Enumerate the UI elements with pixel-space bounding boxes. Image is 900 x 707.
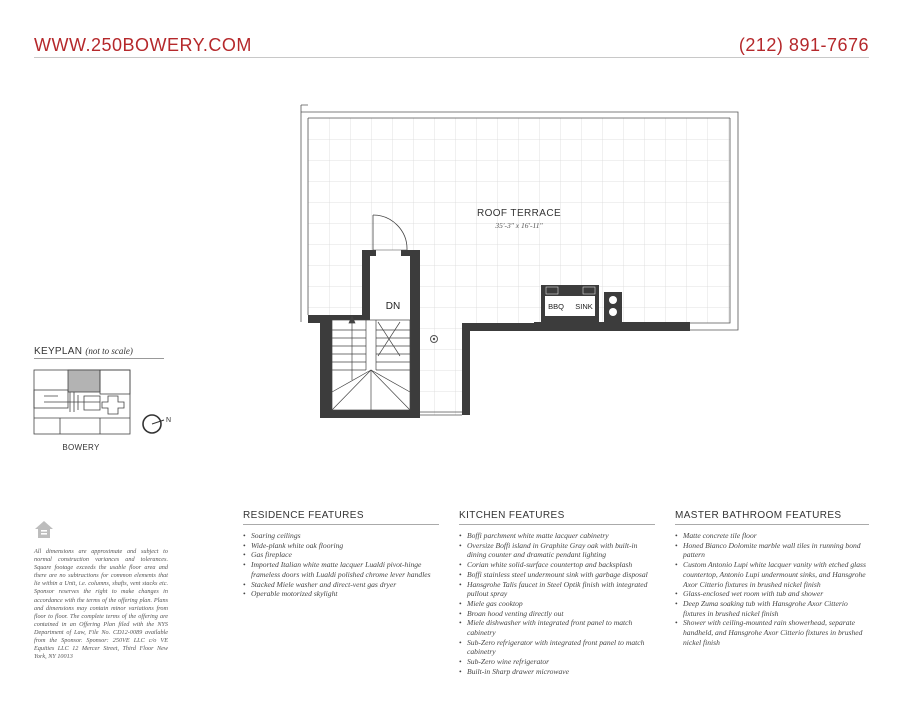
list-item: • Shower with ceiling-mounted rain showerhead, separate handheld, and Hansgrohe Axor Citterio fixtures in brushed nickel finish — [675, 618, 869, 647]
list-item: • Built-in Sharp drawer microwave — [459, 667, 655, 677]
list-item: • Oversize Boffi island in Graphite Gray oak with built-in dining counter and dramatic pendant lighting — [459, 541, 655, 560]
list-item: • Corian white solid-surface countertop and backsplash — [459, 560, 655, 570]
list-item: • Gas fireplace — [243, 550, 439, 560]
list-item: • Stacked Miele washer and direct-vent gas dryer — [243, 580, 439, 590]
list-item: • Glass-enclosed wet room with tub and shower — [675, 589, 869, 599]
kitchen-features-list — [459, 531, 655, 677]
list-item: • Custom Antonio Lupi white lacquer vanity with etched glass countertop, Antonio Lupi undermount sinks, and Hansgrohe Axor Citterio fixtures in brushed nickel finish — [675, 560, 869, 589]
list-item: • Honed Bianco Dolomite marble wall tiles in running bond pattern — [675, 541, 869, 560]
legal-disclaimer: All dimensions are approximate and subject to normal construction variances and tolerances. Square footage exceeds the usable floor area and there are no subtractions for common elements that lie within a Unit, i.e. columns, shafts, vent stacks etc. Sponsor reserves the right to make changes in accordance with the terms of the offering plan. Plans and dimensions may contain minor variations from floor to floor. The complete terms of the offering are contained in an Offering Plan filed with the NYS Department of Law, File No. CD12-0089 available from the Sponsor. Sponsor: 250VE LLC c/o VE Equities LLC 12 Mercer Street, Third Floor New York, NY 10013 — [34, 548, 168, 661]
sink-label: SINK — [575, 302, 593, 311]
list-item: • Matte concrete tile floor — [675, 531, 869, 541]
list-item: • Miele gas cooktop — [459, 599, 655, 609]
bathroom-features-title: MASTER BATHROOM FEATURES — [675, 510, 869, 525]
keyplan-street-label: BOWERY — [62, 443, 100, 452]
residence-features-list — [243, 531, 439, 599]
list-item: • Imported Italian white matte lacquer Lualdi pivot-hinge frameless doors with Lualdi polished chrome lever handles — [243, 560, 439, 579]
room-dimensions: 35'-3" x 16'-11" — [495, 221, 543, 230]
list-item: • Hansgrohe Talis faucet in Steel Optik finish with integrated pullout spray — [459, 580, 655, 599]
residence-features — [243, 510, 439, 599]
list-item: • Sub-Zero refrigerator with integrated front panel to match cabinetry — [459, 638, 655, 657]
keyplan-note: (not to scale) — [85, 346, 133, 356]
list-item: • Operable motorized skylight — [243, 589, 439, 599]
keyplan-diagram — [34, 370, 130, 434]
room-name: ROOF TERRACE — [476, 208, 562, 219]
keyplan-title-text: KEYPLAN — [34, 346, 83, 357]
north-label: N — [166, 417, 172, 424]
residence-features-title: RESIDENCE FEATURES — [243, 510, 439, 525]
kitchen-features-title: KITCHEN FEATURES — [459, 510, 655, 525]
staircase — [332, 316, 410, 410]
list-item: • Wide-plank white oak flooring — [243, 541, 439, 551]
bathroom-features-list — [675, 531, 869, 647]
list-item: • Soaring ceilings — [243, 531, 439, 541]
list-item: • Deep Zuma soaking tub with Hansgrohe Axor Citterio fixtures in brushed nickel finish — [675, 599, 869, 618]
phone-number[interactable]: (212) 891-7676 — [738, 35, 869, 55]
keyplan-divider — [34, 358, 164, 359]
north-arrow-icon — [143, 415, 171, 433]
equal-housing-icon — [34, 520, 54, 540]
list-item: • Boffi stainless steel undermount sink with garbage disposal — [459, 570, 655, 580]
list-item: • Sub-Zero wine refrigerator — [459, 657, 655, 667]
list-item: • Boffi parchment white matte lacquer cabinetry — [459, 531, 655, 541]
bathroom-features — [675, 510, 869, 647]
stair-down-label: DN — [385, 301, 401, 312]
list-item: • Broan hood venting directly out — [459, 609, 655, 619]
list-item: • Miele dishwasher with integrated front panel to match cabinetry — [459, 618, 655, 637]
keyplan-title — [34, 346, 133, 357]
kitchen-features — [459, 510, 655, 677]
website-url[interactable]: WWW.250BOWERY.COM — [34, 35, 252, 55]
bbq-label: BBQ — [548, 302, 564, 311]
